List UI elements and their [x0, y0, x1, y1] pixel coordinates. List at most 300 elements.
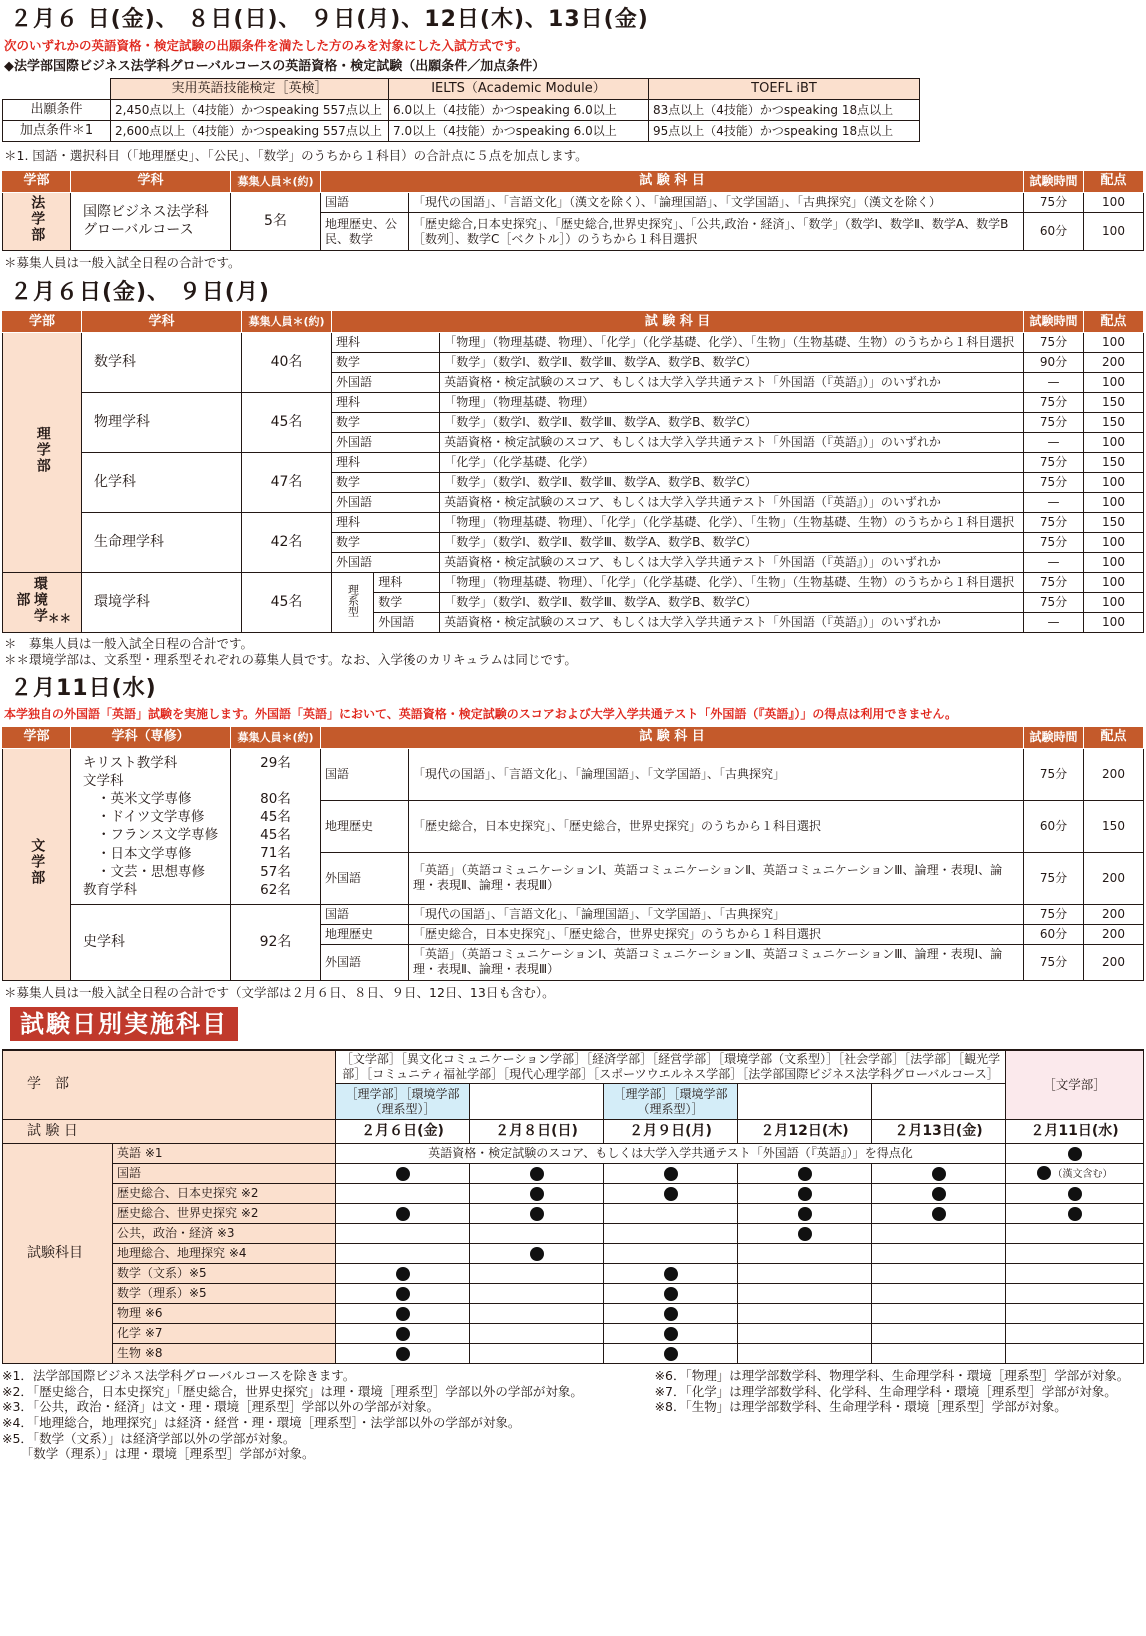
- section2-foot2: ＊＊環境学部は、文系型・理系型それぞれの募集人員です。なお、入学後のカリキュラムは同じです。: [4, 651, 577, 667]
- subject: 外国語: [332, 373, 440, 393]
- note-line: ※8．「生物」は理学部数学科、生命理学科・環境［理系型］学部が対象。: [654, 1399, 1067, 1415]
- mark-cell: [1006, 1164, 1144, 1184]
- subject-label: 歴史総合、世界史探究 ※2: [113, 1204, 336, 1224]
- mark-cell: [604, 1284, 738, 1304]
- points: 100: [1084, 533, 1144, 553]
- mark-dot: [1068, 1187, 1082, 1201]
- col-head: 募集人員＊(約): [231, 726, 321, 748]
- mark-cell: [872, 1264, 1006, 1284]
- type-label-cell: [332, 573, 374, 633]
- mark-cell: [872, 1204, 1006, 1224]
- mark-dot: [396, 1327, 410, 1341]
- sci-header: ［理学部］［環境学部（理系型）］: [604, 1084, 738, 1120]
- subj-label: 試験科目: [3, 1144, 113, 1364]
- time: 75分: [1024, 413, 1084, 433]
- mark-cell: [604, 1184, 738, 1204]
- subject: 地理歴史: [321, 800, 409, 852]
- capacity: 45名: [260, 809, 291, 826]
- mark-dot: [1037, 1166, 1051, 1180]
- mark-cell: [470, 1264, 604, 1284]
- subject-desc: 「歴史総合，日本史探究」、「歴史総合，世界史探究」のうちから１科目選択: [409, 924, 1024, 944]
- col-head: 試験時間: [1024, 171, 1084, 193]
- mark-cell: [470, 1344, 604, 1364]
- mark-cell: [872, 1244, 1006, 1264]
- note-line: ※7．「化学」は理学部数学科、化学科、生命理学科・環境［理系型］学部が対象。: [654, 1383, 1117, 1399]
- mark-cell: [1006, 1344, 1144, 1364]
- capacity: 80名: [260, 790, 291, 807]
- mark-dot: [798, 1167, 812, 1181]
- mark-dot: [798, 1207, 812, 1221]
- law-table: [2, 170, 1144, 251]
- note-line: 「数学（理系）」は理・環境［理系型］学部が対象。: [2, 1446, 315, 1462]
- time: 75分: [1024, 593, 1084, 613]
- note-line: ※2．「歴史総合，日本史探究」「歴史総合，世界史探究」は理・環境［理系型］学部以外の学部が対象。: [2, 1383, 583, 1399]
- mark-dot: [664, 1187, 678, 1201]
- mark-cell: [604, 1304, 738, 1324]
- subject-desc: 英語資格・検定試験のスコア、もしくは大学入学共通テスト「外国語（『英語』）」のいずれか: [440, 493, 1024, 513]
- eng-row-label: 加点条件＊1: [3, 121, 111, 142]
- time: 75分: [1024, 513, 1084, 533]
- major-name: 史学科: [71, 904, 231, 980]
- subject-desc: 「現代の国語」、「言語文化」、「論理国語」、「文学国語」、「古典探究」: [409, 904, 1024, 924]
- mark-cell: [604, 1264, 738, 1284]
- subject: 数学: [332, 473, 440, 493]
- subject: 外国語: [321, 944, 409, 980]
- eng-cell: 6.0以上（4技能）かつspeaking 6.0以上: [389, 100, 649, 121]
- mark-dot: [396, 1287, 410, 1301]
- mark-cell: [872, 1344, 1006, 1364]
- subject-label: 物理 ※6: [113, 1304, 336, 1324]
- exam-date: ２月11日(水): [1006, 1120, 1144, 1144]
- mark-cell: [470, 1184, 604, 1204]
- col-head: 学部: [3, 171, 71, 193]
- points: 200: [1084, 904, 1144, 924]
- mark-cell: [738, 1304, 872, 1324]
- exam-date: ２月８日(日): [470, 1120, 604, 1144]
- time: —: [1024, 433, 1084, 453]
- subject-label: 歴史総合、日本史探究 ※2: [113, 1184, 336, 1204]
- mark-cell: [470, 1304, 604, 1324]
- mark-dot: [798, 1187, 812, 1201]
- eng-cell: 95点以上（4技能）かつspeaking 18点以上: [649, 121, 920, 142]
- section2-date: ２月６日(金)、 ９日(月): [10, 279, 270, 305]
- subject-label: 数学（理系）※5: [113, 1284, 336, 1304]
- eng-cell: 83点以上（4技能）かつspeaking 18点以上: [649, 100, 920, 121]
- eng-cell: 2,450点以上（4技能）かつspeaking 557点以上: [111, 100, 389, 121]
- schedule-notes: [2, 1368, 1144, 1462]
- mark-dot: [396, 1207, 410, 1221]
- mark-dot: [530, 1167, 544, 1181]
- col-head: 学部: [3, 726, 71, 748]
- col-head: 学部: [3, 311, 82, 333]
- note-line: ※5．「数学（文系）」は経済学部以外の学部が対象。: [2, 1430, 296, 1446]
- eng-cell: 2,600点以上（4技能）かつspeaking 557点以上: [111, 121, 389, 142]
- mark-dot: [664, 1327, 678, 1341]
- subject: 理科: [332, 453, 440, 473]
- subject-desc: 英語資格・検定試験のスコア、もしくは大学入学共通テスト「外国語（『英語』）」のいずれか: [440, 613, 1024, 633]
- mark-cell: [470, 1204, 604, 1224]
- mark-dot: [1068, 1147, 1082, 1161]
- mark-cell: [1006, 1204, 1144, 1224]
- subject-desc: 英語資格・検定試験のスコア、もしくは大学入学共通テスト「外国語（『英語』）」のいずれか: [440, 433, 1024, 453]
- subject-desc: 「数学」（数学Ⅰ、数学Ⅱ、数学Ⅲ、数学A、数学B、数学C）: [440, 593, 1024, 613]
- capacity-list: [231, 748, 321, 904]
- mark-cell: [470, 1224, 604, 1244]
- kanbun-note: （漢文含む）: [1052, 1168, 1113, 1180]
- science-table: [2, 310, 1144, 633]
- col-head: 学科（専修）: [71, 726, 231, 748]
- subject-desc: 「数学」（数学Ⅰ、数学Ⅱ、数学Ⅲ、数学A、数学B、数学C）: [440, 353, 1024, 373]
- subject-label: 数学（文系）※5: [113, 1264, 336, 1284]
- capacity: 71名: [260, 845, 291, 862]
- major-name: キリスト教学科: [83, 754, 178, 771]
- col-head: 配点: [1084, 311, 1144, 333]
- subject: 地理歴史、公民、数学: [321, 213, 409, 251]
- col-head: 試験時間: [1024, 311, 1084, 333]
- time: 75分: [1024, 904, 1084, 924]
- mark-cell: [470, 1164, 604, 1184]
- subject-desc: 「物理」（物理基礎、物理）、「化学」（化学基礎、化学）、「生物」（生物基礎、生物）のうちから１科目選択: [440, 513, 1024, 533]
- mark-cell: [604, 1204, 738, 1224]
- points: 150: [1084, 513, 1144, 533]
- capacity: [235, 772, 316, 790]
- points: 150: [1084, 800, 1144, 852]
- major-name: ・日本文学専修: [97, 845, 192, 862]
- mark-cell: [336, 1284, 470, 1304]
- subject: 数学: [332, 353, 440, 373]
- eng-head: 実用英語技能検定［英検］: [111, 79, 389, 100]
- subject-desc: 「物理」（物理基礎、物理）: [440, 393, 1024, 413]
- subject-desc: 英語資格・検定試験のスコア、もしくは大学入学共通テスト「外国語（『英語』）」のいずれか: [440, 553, 1024, 573]
- mark-cell: [1006, 1184, 1144, 1204]
- mark-dot: [932, 1187, 946, 1201]
- capacity: 29名: [260, 754, 291, 771]
- subject-desc: 「数学」（数学Ⅰ、数学Ⅱ、数学Ⅲ、数学A、数学B、数学C）: [440, 533, 1024, 553]
- mark-cell: [738, 1164, 872, 1184]
- section1-subtitle: ◆法学部国際ビジネス法学科グローバルコースの英語資格・検定試験（出願条件／加点条件）: [4, 59, 546, 75]
- subject: 地理歴史: [321, 924, 409, 944]
- exam-date: ２月12日(木): [738, 1120, 872, 1144]
- col-head: 学科: [71, 171, 231, 193]
- subject-desc: 「歴史総合，日本史探究」、「歴史総合，世界史探究」のうちから１科目選択: [409, 800, 1024, 852]
- points: 100: [1084, 213, 1144, 251]
- exam-date: ２月９日(月): [604, 1120, 738, 1144]
- major-name: 化学科: [82, 453, 242, 513]
- mark-cell: [872, 1324, 1006, 1344]
- col-head: 試 験 科 目: [321, 726, 1024, 748]
- time: 75分: [1024, 393, 1084, 413]
- notes-left: [2, 1368, 655, 1462]
- major-name: ・フランス文学専修: [97, 827, 219, 844]
- mark-dot: [664, 1287, 678, 1301]
- section3-date: ２月11日(水): [10, 676, 157, 702]
- mark-cell: [738, 1204, 872, 1224]
- eng-head: TOEFL iBT: [649, 79, 920, 100]
- subject-desc: 「歴史総合,日本史探究」、「歴史総合,世界史探究」、「公共,政治・経済」、「数学」（数学Ⅰ、数学Ⅱ、数学A、数学B［数列］、数学C［ベクトル］）のうちから１科目選択: [409, 213, 1024, 251]
- exam-date: ２月６日(金): [336, 1120, 470, 1144]
- dept-name: 環境学部: [14, 575, 48, 624]
- section3-lead: 本学独自の外国語「英語」試験を実施します。外国語「英語」において、英語資格・検定試験のスコアおよび大学入学共通テスト「外国語（『英語』）」の得点は利用できません。: [4, 706, 958, 721]
- subject-label: 英語 ※1: [113, 1144, 336, 1164]
- capacity: 45名: [260, 827, 291, 844]
- subject: 国語: [321, 193, 409, 213]
- mark-cell: [336, 1204, 470, 1224]
- col-head: 募集人員＊(約): [242, 311, 332, 333]
- mark-dot: [932, 1207, 946, 1221]
- section3-foot: ＊募集人員は一般入試全日程の合計です（文学部は２月６日、８日、９日、12日、13日も含む）。: [4, 984, 555, 1000]
- points: 100: [1084, 493, 1144, 513]
- section1-lead: 次のいずれかの英語資格・検定試験の出願条件を満たした方のみを対象にした入試方式です。: [4, 37, 529, 53]
- mark-cell: [470, 1324, 604, 1344]
- col-head: 学科: [82, 311, 242, 333]
- capacity: 42名: [242, 513, 332, 573]
- points: 100: [1084, 473, 1144, 493]
- points: 200: [1084, 852, 1144, 904]
- major-name: 物理学科: [82, 393, 242, 453]
- mark-cell: [470, 1244, 604, 1264]
- points: 100: [1084, 573, 1144, 593]
- time: 75分: [1024, 573, 1084, 593]
- capacity: 5名: [231, 193, 321, 251]
- subject: 外国語: [332, 553, 440, 573]
- major-name: ・文芸・思想専修: [97, 863, 205, 880]
- dept-name: 文学部: [29, 837, 46, 886]
- major-list: [71, 748, 231, 904]
- time: 75分: [1024, 748, 1084, 800]
- points: 100: [1084, 613, 1144, 633]
- capacity: 62名: [260, 881, 291, 898]
- mark-dot: [530, 1207, 544, 1221]
- mark-dot: [396, 1347, 410, 1361]
- subject: 外国語: [332, 433, 440, 453]
- mark-cell: [738, 1244, 872, 1264]
- mark-dot: [932, 1167, 946, 1181]
- subject: 理科: [332, 333, 440, 353]
- dept-name: 理学部: [34, 425, 51, 474]
- points: 100: [1084, 593, 1144, 613]
- dept-cell: [3, 748, 71, 980]
- note-line: ※1．法学部国際ビジネス法学科グローバルコースを除きます。: [2, 1368, 356, 1383]
- time: 60分: [1024, 924, 1084, 944]
- section4-banner: 試験日別実施科目: [10, 1007, 238, 1041]
- schedule-table: [2, 1049, 1144, 1365]
- time: 75分: [1024, 453, 1084, 473]
- section1-foot: ＊募集人員は一般入試全日程の合計です。: [4, 255, 241, 270]
- mark-cell: [872, 1184, 1006, 1204]
- time: —: [1024, 373, 1084, 393]
- mark-dot: [798, 1227, 812, 1241]
- major-name: 国際ビジネス法学科 グローバルコース: [71, 193, 231, 251]
- points: 100: [1084, 193, 1144, 213]
- mark-dot: [664, 1167, 678, 1181]
- subject: 数学: [332, 533, 440, 553]
- eng-row-label: 出願条件: [3, 100, 111, 121]
- subject-label: 化学 ※7: [113, 1324, 336, 1344]
- capacity: 92名: [231, 904, 321, 980]
- points: 150: [1084, 393, 1144, 413]
- subject-label: 地理総合、地理探究 ※4: [113, 1244, 336, 1264]
- subject: 外国語: [332, 493, 440, 513]
- mark-cell: [604, 1324, 738, 1344]
- exam-date: ２月13日(金): [872, 1120, 1006, 1144]
- subject-desc: 「数学」（数学Ⅰ、数学Ⅱ、数学Ⅲ、数学A、数学B、数学C）: [440, 413, 1024, 433]
- subject: 理科: [374, 573, 440, 593]
- col-head: 試 験 科 目: [321, 171, 1024, 193]
- date-label: 試 験 日: [3, 1120, 336, 1144]
- dept-label: 学 部: [3, 1050, 336, 1120]
- subject-desc: 「英語」（英語コミュニケーションⅠ、英語コミュニケーションⅡ、英語コミュニケーションⅢ、論理・表現Ⅰ、論理・表現Ⅱ、論理・表現Ⅲ）: [409, 944, 1024, 980]
- subject-label: 公共，政治・経済 ※3: [113, 1224, 336, 1244]
- major-name: 環境学科: [82, 573, 242, 633]
- mark-cell: [872, 1284, 1006, 1304]
- capacity: 57名: [260, 863, 291, 880]
- subject-desc: 「数学」（数学Ⅰ、数学Ⅱ、数学Ⅲ、数学A、数学B、数学C）: [440, 473, 1024, 493]
- mark-cell: [604, 1344, 738, 1364]
- mark-cell: [336, 1324, 470, 1344]
- mark-dot: [664, 1347, 678, 1361]
- mark-dot: [396, 1267, 410, 1281]
- dept-name: 法学部: [29, 194, 46, 243]
- capacity: 45名: [242, 393, 332, 453]
- eng-cell: 7.0以上（4技能）かつspeaking 6.0以上: [389, 121, 649, 142]
- time: 75分: [1024, 473, 1084, 493]
- major-name: 文学科: [83, 772, 124, 789]
- mark-cell: [336, 1344, 470, 1364]
- literature-table: [2, 726, 1144, 981]
- major-name: 生命理学科: [82, 513, 242, 573]
- mark-cell: [1006, 1244, 1144, 1264]
- mark-cell: [738, 1284, 872, 1304]
- mark-cell: [738, 1344, 872, 1364]
- general-depts-header: ［文学部］［異文化コミュニケーション学部］［経済学部］［経営学部］［環境学部（文系型）］［社会学部］［法学部］［観光学部］［コミュニティ福祉学部］［現代心理学部］［スポーツウエルネス学部］［法学部国際ビジネス法学科グローバルコース］: [336, 1050, 1006, 1084]
- time: 75分: [1024, 193, 1084, 213]
- mark-dot: [1068, 1207, 1082, 1221]
- mark-cell: [604, 1244, 738, 1264]
- capacity: 40名: [242, 333, 332, 393]
- english-requirements-table: [2, 78, 920, 142]
- note-line: ※6．「物理」は理学部数学科、物理学科、生命理学科・環境［理系型］学部が対象。: [654, 1368, 1130, 1383]
- mark-cell: [1006, 1264, 1144, 1284]
- mark-cell: [336, 1304, 470, 1324]
- mark-cell: [336, 1164, 470, 1184]
- mark-cell: [872, 1164, 1006, 1184]
- subject: 数学: [332, 413, 440, 433]
- col-head: 試 験 科 目: [332, 311, 1024, 333]
- subject: 国語: [321, 748, 409, 800]
- mark-dot: [664, 1267, 678, 1281]
- mark-cell: [1006, 1144, 1144, 1164]
- mark-dot: [396, 1167, 410, 1181]
- capacity: 45名: [242, 573, 332, 633]
- mark-cell: [738, 1184, 872, 1204]
- subject: 外国語: [321, 852, 409, 904]
- subject: 理科: [332, 513, 440, 533]
- col-head: 配点: [1084, 726, 1144, 748]
- points: 200: [1084, 748, 1144, 800]
- time: —: [1024, 493, 1084, 513]
- subject-label: 国語: [113, 1164, 336, 1184]
- points: 100: [1084, 433, 1144, 453]
- points: 100: [1084, 333, 1144, 353]
- points: 100: [1084, 553, 1144, 573]
- dept-mark: ＊＊: [47, 611, 72, 626]
- time: 75分: [1024, 533, 1084, 553]
- section1-date: ２月６ 日(金)、 ８日(日)、 ９日(月)、12日(木)、13日(金): [10, 7, 649, 32]
- time: —: [1024, 613, 1084, 633]
- dept-cell: [3, 573, 82, 633]
- major-name: ・ドイツ文学専修: [97, 809, 205, 826]
- points: 100: [1084, 373, 1144, 393]
- mark-dot: [664, 1307, 678, 1321]
- time: —: [1024, 553, 1084, 573]
- mark-dot: [396, 1307, 410, 1321]
- mark-dot: [530, 1247, 544, 1261]
- dept-cell: [3, 333, 82, 573]
- notes-right: [655, 1368, 1144, 1462]
- mark-cell: [1006, 1324, 1144, 1344]
- major-name: 教育学科: [83, 882, 137, 899]
- subject-desc: 「物理」（物理基礎、物理）、「化学」（化学基礎、化学）、「生物」（生物基礎、生物）のうちから１科目選択: [440, 333, 1024, 353]
- subject-desc: 「化学」（化学基礎、化学）: [440, 453, 1024, 473]
- lit-dept-header: ［文学部］: [1006, 1050, 1144, 1120]
- points: 150: [1084, 453, 1144, 473]
- mark-cell: [336, 1184, 470, 1204]
- sci-header: ［理学部］［環境学部（理系型）］: [336, 1084, 470, 1120]
- mark-cell: [872, 1224, 1006, 1244]
- time: 90分: [1024, 353, 1084, 373]
- subject-desc: 「現代の国語」、「言語文化」（漢文を除く）、「論理国語」、「文学国語」、「古典探究」（漢文を除く）: [409, 193, 1024, 213]
- mark-cell: [336, 1264, 470, 1284]
- points: 150: [1084, 413, 1144, 433]
- subject-desc: 英語資格・検定試験のスコア、もしくは大学入学共通テスト「外国語（『英語』）」のいずれか: [440, 373, 1024, 393]
- mark-cell: [1006, 1284, 1144, 1304]
- mark-cell: [336, 1224, 470, 1244]
- col-head: 試験時間: [1024, 726, 1084, 748]
- capacity: 47名: [242, 453, 332, 513]
- mark-cell: [470, 1284, 604, 1304]
- mark-cell: [604, 1164, 738, 1184]
- time: 75分: [1024, 944, 1084, 980]
- subject-desc: 「現代の国語」、「言語文化」、「論理国語」、「文学国語」、「古典探究」: [409, 748, 1024, 800]
- subject: 理科: [332, 393, 440, 413]
- eng-note: ＊1. 国語・選択科目（「地理歴史」、「公民」、「数学」のうちから１科目）の合計点に５点を加点します。: [4, 148, 588, 164]
- english-text: 英語資格・検定試験のスコア、もしくは大学入学共通テスト「外国語（『英語』）」を得点化: [336, 1144, 1006, 1164]
- subject: 数学: [374, 593, 440, 613]
- mark-cell: [872, 1304, 1006, 1324]
- mark-cell: [738, 1264, 872, 1284]
- section2-foot1: ＊ 募集人員は一般入試全日程の合計です。: [4, 636, 254, 652]
- mark-cell: [738, 1224, 872, 1244]
- subject-desc: 「英語」（英語コミュニケーションⅠ、英語コミュニケーションⅡ、英語コミュニケーションⅢ、論理・表現Ⅰ、論理・表現Ⅱ、論理・表現Ⅲ）: [409, 852, 1024, 904]
- note-line: ※3．「公共，政治・経済」は文・理・環境［理系型］学部以外の学部が対象。: [2, 1399, 440, 1415]
- subject-desc: 「物理」（物理基礎、物理）、「化学」（化学基礎、化学）、「生物」（生物基礎、生物）のうちから１科目選択: [440, 573, 1024, 593]
- eng-head: IELTS（Academic Module）: [389, 79, 649, 100]
- mark-cell: [738, 1324, 872, 1344]
- points: 200: [1084, 353, 1144, 373]
- subject: 外国語: [374, 613, 440, 633]
- col-head: 配点: [1084, 171, 1144, 193]
- mark-cell: [1006, 1304, 1144, 1324]
- mark-dot: [530, 1187, 544, 1201]
- dept-cell: [3, 193, 71, 251]
- mark-cell: [1006, 1224, 1144, 1244]
- time: 60分: [1024, 213, 1084, 251]
- points: 200: [1084, 944, 1144, 980]
- col-head: 募集人員＊(約): [231, 171, 321, 193]
- subject-label: 生物 ※8: [113, 1344, 336, 1364]
- note-line: ※4．「地理総合，地理探究」は経済・経営・理・環境［理系型］・法学部以外の学部が対象。: [2, 1414, 521, 1430]
- mark-cell: [604, 1224, 738, 1244]
